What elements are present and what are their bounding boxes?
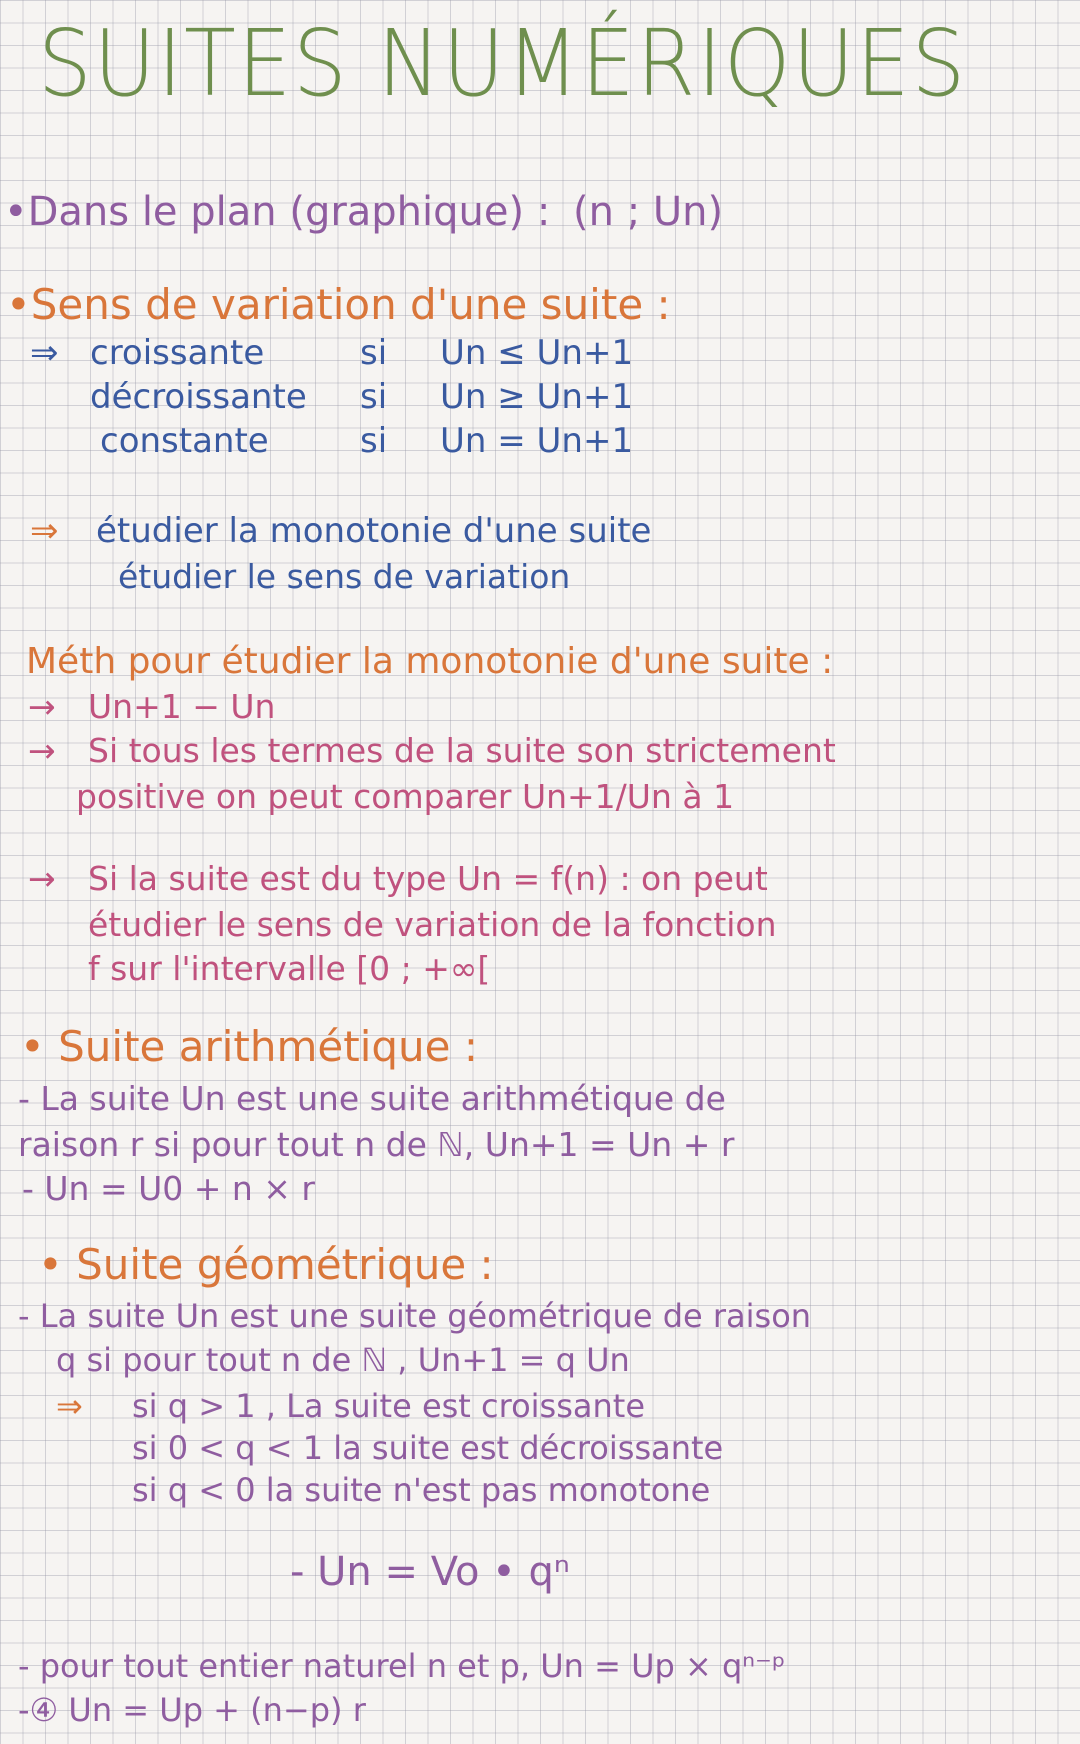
variation-word: croissante — [90, 333, 265, 373]
general-formula-1: - pour tout entier naturel n et p, Un = Up × qⁿ⁻ᵖ — [18, 1647, 786, 1685]
method-item-text: étudier le sens de variation de la fonction — [88, 905, 777, 944]
implies-arrow-icon: ⇒ — [30, 333, 59, 373]
method-item-text: Un+1 − Un — [88, 687, 276, 726]
variation-relation: Un ≥ Un+1 — [440, 377, 634, 417]
equivalence-line — [30, 511, 652, 551]
arithmetic-line-2: raison r si pour tout n de ℕ, Un+1 = Un + r — [18, 1125, 735, 1164]
equivalence-text-2: étudier le sens de variation — [118, 557, 571, 596]
plan-line — [4, 189, 724, 235]
equivalence-text: étudier la monotonie d'une suite — [96, 511, 652, 551]
geometric-case-text: si 0 < q < 1 la suite est décroissante — [132, 1429, 724, 1467]
geometric-case-text: si q > 1 , La suite est croissante — [132, 1387, 645, 1425]
method-item-text: positive on peut comparer Un+1/Un à 1 — [76, 777, 735, 816]
geometric-case — [56, 1387, 645, 1425]
variation-row — [30, 377, 634, 417]
plan-value: (n ; Un) — [573, 189, 724, 235]
geometric-case-text: si q < 0 la suite n'est pas monotone — [132, 1471, 711, 1509]
variation-row — [30, 333, 634, 373]
method-item-text: f sur l'intervalle [0 ; +∞[ — [88, 949, 491, 988]
variation-si: si — [360, 333, 388, 373]
page-title: SUITES NUMÉRIQUES — [38, 10, 968, 117]
variation-row — [30, 421, 634, 461]
method-item-text: Si la suite est du type Un = f(n) : on peut — [88, 859, 768, 898]
variation-relation: Un ≤ Un+1 — [440, 333, 634, 373]
geometric-heading: • Suite géométrique : — [38, 1240, 494, 1289]
implies-arrow-icon: ⇒ — [56, 1387, 83, 1425]
method-item — [28, 859, 768, 898]
right-arrow-icon: → — [28, 859, 56, 898]
method-item — [28, 731, 836, 770]
variation-si: si — [360, 421, 388, 461]
method-heading: Méth pour étudier la monotonie d'une suite : — [26, 641, 834, 682]
geometric-formula: - Un = Vo • qⁿ — [290, 1549, 570, 1595]
implies-arrow-icon: ⇒ — [30, 511, 59, 551]
method-item-text: Si tous les termes de la suite son strictement — [88, 731, 836, 770]
general-formula-2: -④ Un = Up + (n−p) r — [18, 1691, 366, 1729]
variation-relation: Un = Un+1 — [440, 421, 634, 461]
geometric-line-1: - La suite Un est une suite géométrique de raison — [18, 1297, 812, 1335]
variation-heading: •Sens de variation d'une suite : — [6, 280, 671, 329]
variation-word: décroissante — [90, 377, 307, 417]
right-arrow-icon: → — [28, 731, 56, 770]
arithmetic-heading: • Suite arithmétique : — [20, 1022, 479, 1071]
plan-label: •Dans le plan (graphique) : — [4, 189, 551, 235]
variation-word: constante — [100, 421, 269, 461]
right-arrow-icon: → — [28, 687, 56, 726]
method-item — [28, 687, 276, 726]
arithmetic-line-1: - La suite Un est une suite arithmétique de — [18, 1079, 726, 1118]
variation-si: si — [360, 377, 388, 417]
arithmetic-formula: - Un = U0 + n × r — [22, 1169, 315, 1208]
geometric-line-2: q si pour tout n de ℕ , Un+1 = q Un — [56, 1341, 630, 1379]
